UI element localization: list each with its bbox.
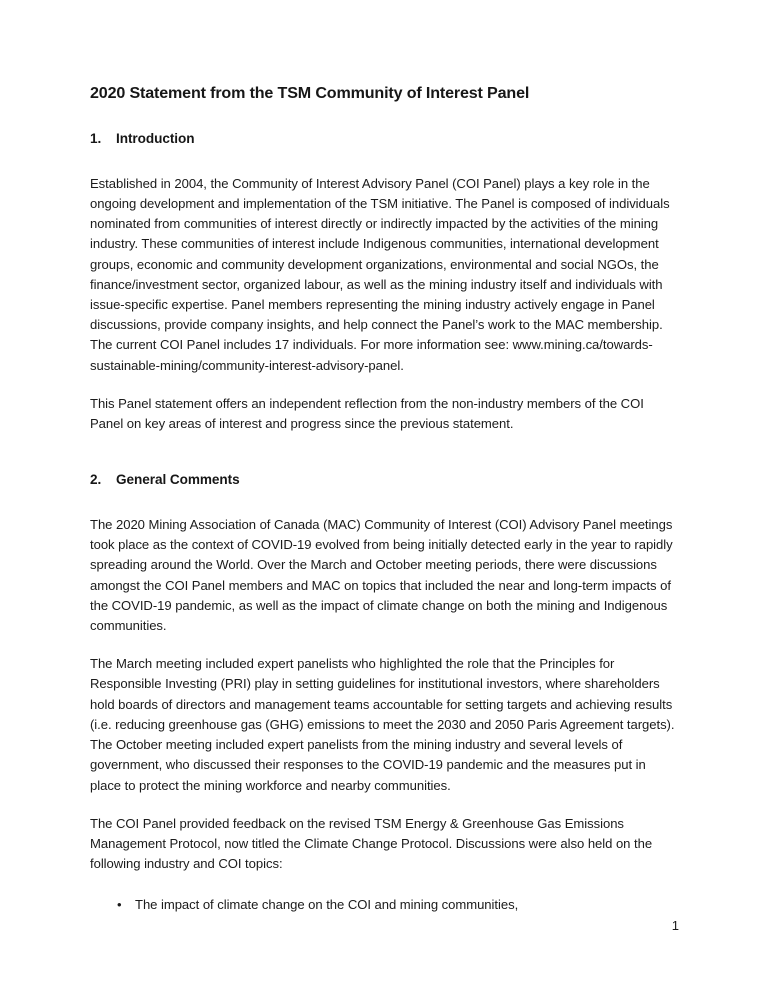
spacer [90, 874, 679, 895]
section-number: 2. [90, 472, 102, 488]
spacer [90, 796, 679, 814]
section-number: 1. [90, 130, 102, 146]
section-heading-introduction [90, 130, 679, 148]
spacer [90, 376, 679, 394]
paragraph-general-3: The COI Panel provided feedback on the revised TSM Energy & Greenhouse Gas Emissions Management Protocol, now titled the Climate Change Protocol. Discussions were also held on the following industry and COI topics: [90, 815, 653, 872]
paragraph-intro-1: Established in 2004, the Community of Interest Advisory Panel (COI Panel) plays a key role in the ongoing development and implementation of the TSM initiative. The Panel is composed of individuals nominated from communities of interest directly or indirectly impacted by the activities of the mining industry. These communities of interest include Indigenous communities, international development groups, economic and community development organizations, environmental and social NGOs, the finance/investment sector, organized labour, as well as the mining industry itself and individuals with issue-specific expertise. Panel members representing the mining industry actively engage in Panel discussions, provide company insights, and help connect the Panel’s work to the MAC membership. The current COI Panel includes 17 individuals. For more information see: www.mining.ca/towards-sustainable-mining/community-interest-advisory-panel. [90, 175, 670, 373]
spacer [90, 148, 679, 174]
paragraph-intro-2: This Panel statement offers an independent reflection from the non-industry members of the COI Panel on key areas of interest and progress since the previous statement. [90, 395, 644, 432]
spacer [90, 489, 679, 515]
bullet-icon: • [117, 897, 122, 913]
topic-bullet-list [90, 895, 679, 915]
section-title: Introduction [116, 130, 195, 146]
spacer [90, 636, 679, 654]
spacer [90, 434, 679, 471]
paragraph-general-1: The 2020 Mining Association of Canada (MAC) Community of Interest (COI) Advisory Panel meetings took place as the context of COVID-19 evolved from being initially detected early in the year to rapidly spreading around the World. Over the March and October meeting periods, there were discussions amongst the COI Panel members and MAC on topics that included the near and long-term impacts of the COVID-19 pandemic, as well as the impact of climate change on both the mining and Indigenous communities. [90, 516, 673, 634]
list-item [90, 895, 679, 915]
paragraph-general-2: The March meeting included expert panelists who highlighted the role that the Principles for Responsible Investing (PRI) play in setting guidelines for institutional investors, where shareholders hold boards of directors and management teams accountable for setting targets and achieving results (i.e. reducing greenhouse gas (GHG) emissions to meet the 2030 and 2050 Paris Agreement targets). The October meeting included expert panelists from the mining industry and several levels of government, who discussed their responses to the COVID-19 pandemic and the measures put in place to protect the mining workforce and nearby communities. [90, 656, 675, 793]
section-heading-general-comments [90, 471, 679, 489]
page-title: 2020 Statement from the TSM Community of Interest Panel [90, 84, 530, 102]
list-item-label: The impact of climate change on the COI and mining communities, [135, 897, 519, 913]
page-number: 1 [671, 918, 679, 933]
document-body [90, 84, 679, 916]
section-title: General Comments [116, 472, 240, 488]
spacer [90, 104, 679, 130]
